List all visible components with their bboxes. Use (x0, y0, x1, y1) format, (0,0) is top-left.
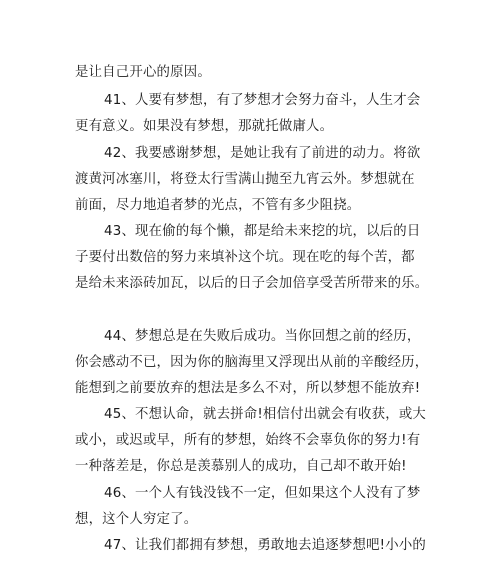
paragraph-45-line-2: 或小，或迟或早，所有的梦想，始终不会辜负你的努力!有 (75, 433, 421, 448)
paragraph-47-line-1: 47、让我们都拥有梦想，勇敢地去追逐梦想吧!小小的 (104, 538, 426, 553)
text-line: 是让自己开心的原因。 (75, 65, 211, 80)
paragraph-42-line-2: 渡黄河冰塞川，将登太行雪满山抛至九宵云外。梦想就在 (75, 172, 415, 187)
paragraph-44-line-1: 44、梦想总是在失败后成功。当你回想之前的经历， (104, 329, 421, 344)
paragraph-41-line-1: 41、人要有梦想，有了梦想才会努力奋斗，人生才会 (104, 93, 421, 108)
paragraph-43-line-3: 是给未来添砖加瓦，以后的日子会加倍享受苦所带来的乐。 (75, 276, 429, 291)
paragraph-45-line-3: 一种落差是，你总是羡慕别人的成功，自己却不敢开始! (75, 459, 407, 474)
paragraph-46-line-2: 想，这个人穷定了。 (75, 512, 198, 527)
paragraph-43-line-2: 子要付出数倍的努力来填补这个坑。现在吃的每个苦，都 (75, 250, 415, 265)
paragraph-46-line-1: 46、一个人有钱没钱不一定，但如果这个人没有了梦 (104, 486, 421, 501)
paragraph-43-line-1: 43、现在偷的每个懒，都是给未来挖的坑，以后的日 (104, 224, 421, 239)
paragraph-42-line-1: 42、我要感谢梦想，是她让我有了前进的动力。将欲 (104, 146, 421, 161)
paragraph-41-line-2: 更有意义。如果没有梦想，那就托做庸人。 (75, 119, 334, 134)
paragraph-45-line-1: 45、不想认命，就去拼命!相信付出就会有收获，或大 (104, 407, 426, 422)
paragraph-44-line-3: 能想到之前要放弃的想法是多么不对，所以梦想不能放弃! (75, 381, 421, 396)
paragraph-42-line-3: 前面，尽力地追者梦的光点，不管有多少阻挠。 (75, 198, 361, 213)
paragraph-44-line-2: 你会感动不已，因为你的脑海里又浮现出从前的辛酸经历， (75, 355, 429, 370)
